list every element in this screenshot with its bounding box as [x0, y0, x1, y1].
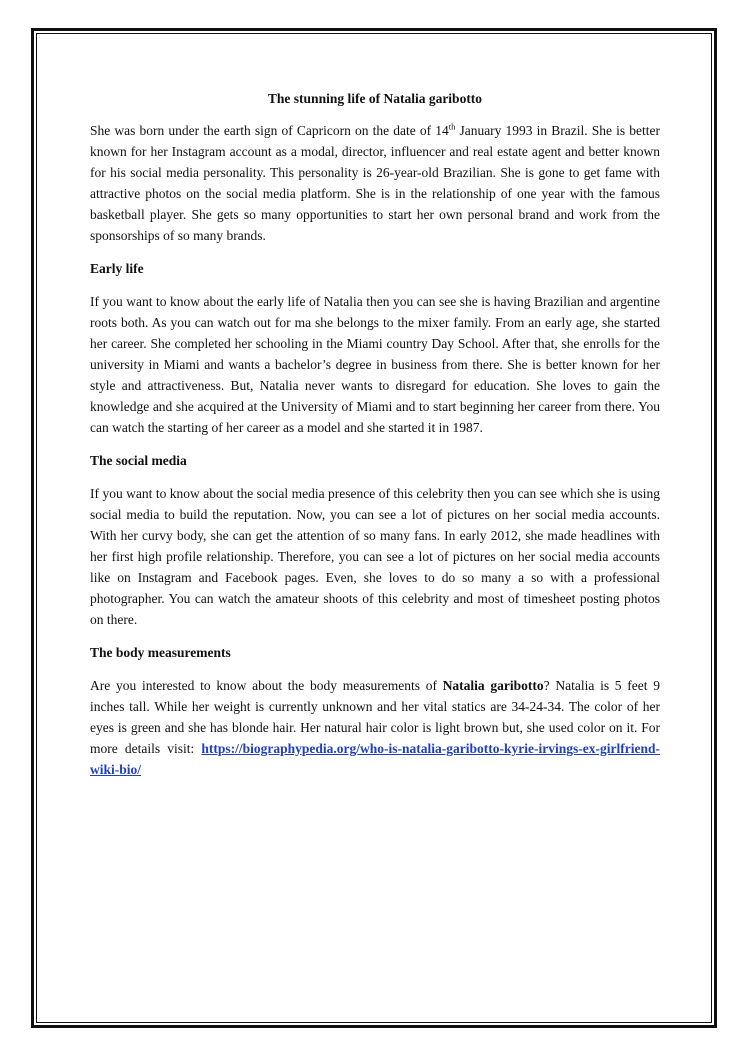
body-text-start: Are you interested to know about the body measurements of — [90, 678, 443, 693]
bold-name: Natalia garibotto — [442, 678, 544, 693]
ordinal-superscript: th — [448, 121, 456, 132]
section-paragraph-early-life: If you want to know about the early life of Natalia then you can see she is having Brazilian and argentine roots both. As you can watch out for ma she belongs to the mixer family. From an early age, she started her career. She completed her schooling in the Miami country Day School. After that, she enrolls for the university in Miami and wants a bachelor’s degree in business from there. She is better known for her style and attractiveness. But, Natalia never wants to disregard for education. She loves to gain the knowledge and she acquired at the University of Miami and to start beginning her career from there. You can watch the starting of her career as a model and she started it in 1987. — [90, 294, 660, 435]
section-paragraph-social-media: If you want to know about the social media presence of this celebrity then you can see which she is using social media to build the reputation. Now, you can see a lot of pictures on her social media accounts. With her curvy body, she can get the attention of so many fans. In early 2012, she made headlines with her first high profile relationship. Therefore, you can see a lot of pictures on her social media accounts like on Instagram and Facebook pages. Even, she loves to do so many a so with a professional photographer. You can watch the amateur shoots of this celebrity and most of timesheet posting photos on there. — [90, 486, 660, 627]
intro-text-start: She was born under the earth sign of Capricorn on the date of 14 — [90, 123, 449, 138]
biography-link[interactable]: https://biographypedia.org/who-is-natalia-garibotto-kyrie-irvings-ex-girlfriend-wiki-bio/ — [90, 741, 660, 777]
section-heading-early-life: Early life — [90, 261, 144, 276]
section-heading-social-media: The social media — [90, 453, 187, 468]
intro-paragraph — [90, 120, 660, 246]
document-title: The stunning life of Natalia garibotto — [267, 91, 483, 106]
section-paragraph-body-measurements — [90, 675, 660, 780]
intro-text-end: January 1993 in Brazil. She is better known for her Instagram account as a modal, director, influencer and real estate agent and better known for his social media personality. This personality is 26-year-old Brazilian. She is gone to get fame with attractive photos on the social media platform. She is in the relationship of one year with the famous basketball player. She gets so many opportunities to start her own personal brand and work from the sponsorships of so many brands. — [90, 123, 660, 243]
document-body — [90, 88, 660, 792]
section-heading-body-measurements: The body measurements — [90, 645, 231, 660]
body-text-end: ? Natalia is 5 feet 9 inches tall. While her weight is currently unknown and her vital statics are 34-24-34. The color of her eyes is green and she has blonde hair. Her natural hair color is light brown but, she used color on it. For more details visit: — [90, 678, 660, 756]
